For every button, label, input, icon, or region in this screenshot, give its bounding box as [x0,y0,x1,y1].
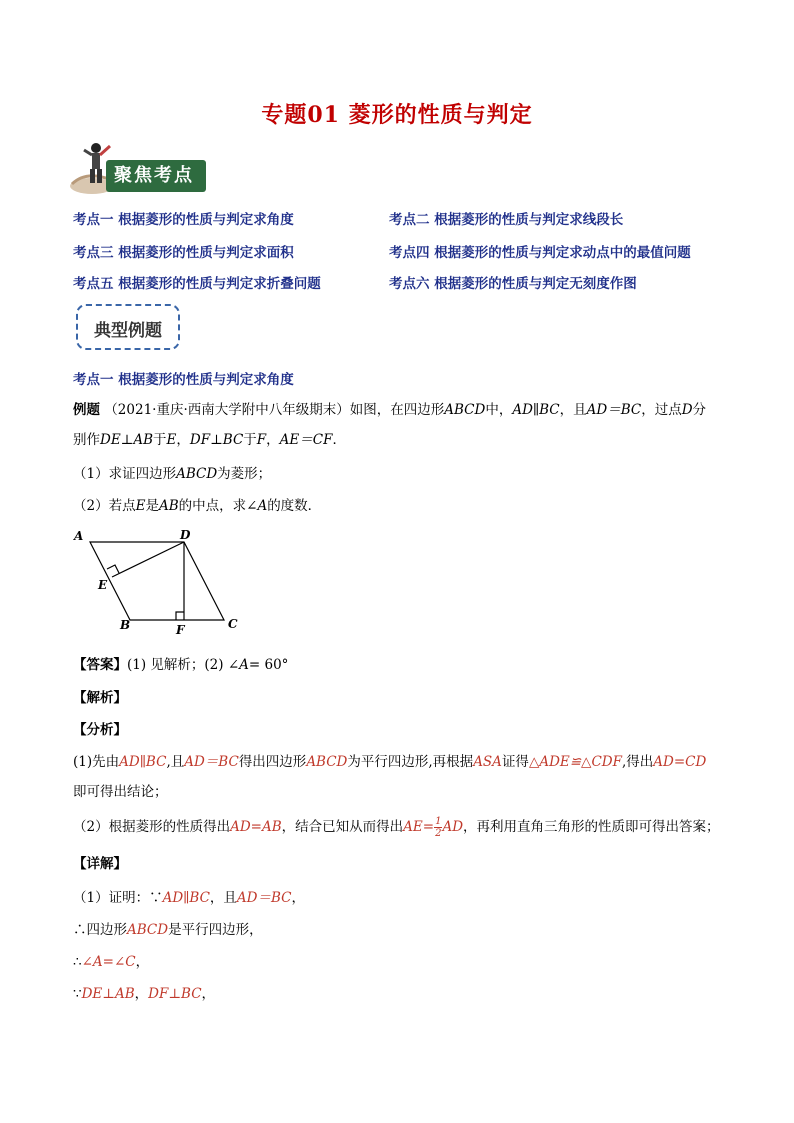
text: ，过点 [641,402,682,418]
math: AD=AB [230,819,282,835]
math: ABCD [444,402,486,418]
math: ASA [473,754,502,770]
text: (1)先由 [73,754,120,770]
example-label: 例题 [73,402,100,418]
math: AD＝BC [586,402,642,418]
fenxi-para-1 [73,750,706,770]
math: AD＝BC [236,890,292,906]
text: 证得 [501,754,529,770]
topic-3[interactable]: 考点三 根据菱形的性质与判定求面积 [73,245,294,261]
text: ,且 [166,754,185,770]
label-e: E [98,578,108,592]
text: ． [332,432,346,448]
text: (1) 见解析；(2) [127,657,228,673]
text: 于 [153,432,167,448]
math: AD=CD [653,754,707,770]
text: ，再利用直角三角形的性质即可得出答案； [463,819,720,835]
detail-label: 【详解】 [73,856,127,872]
badge-label: 典型例题 [94,321,162,341]
text: （1）求证四边形 [73,466,177,482]
text: 是平行四边形， [168,922,263,938]
fraction-denominator: 2 [435,828,442,839]
text: ， [176,432,190,448]
detail-line-4 [73,982,215,1002]
text: ,得出 [621,754,654,770]
text: 如图，在四边形 [349,402,445,418]
math: ABCD [306,754,348,770]
math: D [681,402,693,418]
math: DE⊥AB [81,986,135,1002]
math: AD＝BC [184,754,239,770]
text: （2）若点 [73,498,136,514]
math: AE＝CF [279,432,333,448]
topic-4[interactable]: 考点四 根据菱形的性质与判定求动点中的最值问题 [389,245,691,261]
section-heading: 考点一 根据菱形的性质与判定求角度 [73,372,294,388]
text: ，且 [559,402,587,418]
topic-2[interactable]: 考点二 根据菱形的性质与判定求线段长 [389,212,624,228]
math: AB [158,498,179,514]
math: AD [442,819,464,835]
text: ， [201,986,216,1002]
right-angle-f [176,612,184,620]
detail-line-2 [73,918,263,938]
page-title: 专题01 菱形的性质与判定 [261,102,533,128]
math: ABCD [176,466,218,482]
example-line-2 [73,428,346,448]
answer-line [73,653,288,673]
math: DE⊥AB [100,432,154,448]
text: 于 [243,432,257,448]
topic-1[interactable]: 考点一 根据菱形的性质与判定求角度 [73,212,294,228]
text: ，结合已知从而得出 [281,819,404,835]
label-b: B [120,618,131,632]
text: ， [135,954,150,970]
text: ， [291,890,305,906]
math: ABCD [127,922,169,938]
fenxi-para-2 [73,815,720,839]
text: 的中点，求∠ [178,498,258,514]
text: （1）证明：∵ [73,890,163,906]
math: AD∥BC [512,402,560,418]
math: AE= [403,819,435,835]
topic-5[interactable]: 考点五 根据菱形的性质与判定求折叠问题 [73,276,321,292]
question-2 [73,494,321,514]
text: 是 [145,498,159,514]
fraction-numerator: 1 [435,816,442,827]
rhombus-diagram [72,526,252,642]
math: AD∥BC [119,754,167,770]
text: 中， [485,402,513,418]
text: 别作 [73,432,100,448]
text: ，且 [209,890,237,906]
text: 分 [692,402,707,418]
detail-line-1 [73,886,305,906]
text: ∴ [73,954,82,970]
math: ∠A=∠C [81,954,136,970]
math: E [135,498,146,514]
fenxi-label: 【分析】 [73,722,127,738]
fenxi-para-1-cont: 即可得出结论； [73,784,168,800]
analysis-label: 【解析】 [73,690,127,706]
text: ， [266,432,280,448]
text: ∵ [73,986,82,1002]
math: A [257,498,268,514]
label-c: C [228,617,238,631]
question-1 [73,462,271,482]
answer-label: 【答案】 [73,657,127,673]
banner-label: 聚焦考点 [114,165,194,186]
text: 的度数． [267,498,322,514]
math: E [166,432,177,448]
label-f: F [176,623,185,637]
text: ∴四边形 [73,922,127,938]
text: = 60° [248,657,289,673]
math: DF⊥BC [148,986,202,1002]
text: 为平行四边形,再根据 [347,754,474,770]
math: ∠A [227,657,249,673]
label-d: D [180,528,191,542]
typical-example-badge [76,304,180,350]
example-source: （2021·重庆·西南大学附中八年级期末） [104,402,350,418]
label-a: A [74,529,84,543]
text: 得出四边形 [238,754,307,770]
detail-line-3 [73,950,149,970]
topic-6[interactable]: 考点六 根据菱形的性质与判定无刻度作图 [389,276,637,292]
focus-banner [66,140,206,198]
example-line-1 [73,398,706,418]
math: F [256,432,267,448]
segment-de [112,542,184,577]
math: AD∥BC [162,890,210,906]
text: （2）根据菱形的性质得出 [73,819,231,835]
rhombus-outline [90,542,224,620]
math: △ADE≌△CDF [528,754,622,770]
math: DF⊥BC [189,432,244,448]
right-angle-e [107,565,119,573]
text: ， [134,986,149,1002]
text: 为菱形； [217,466,272,482]
